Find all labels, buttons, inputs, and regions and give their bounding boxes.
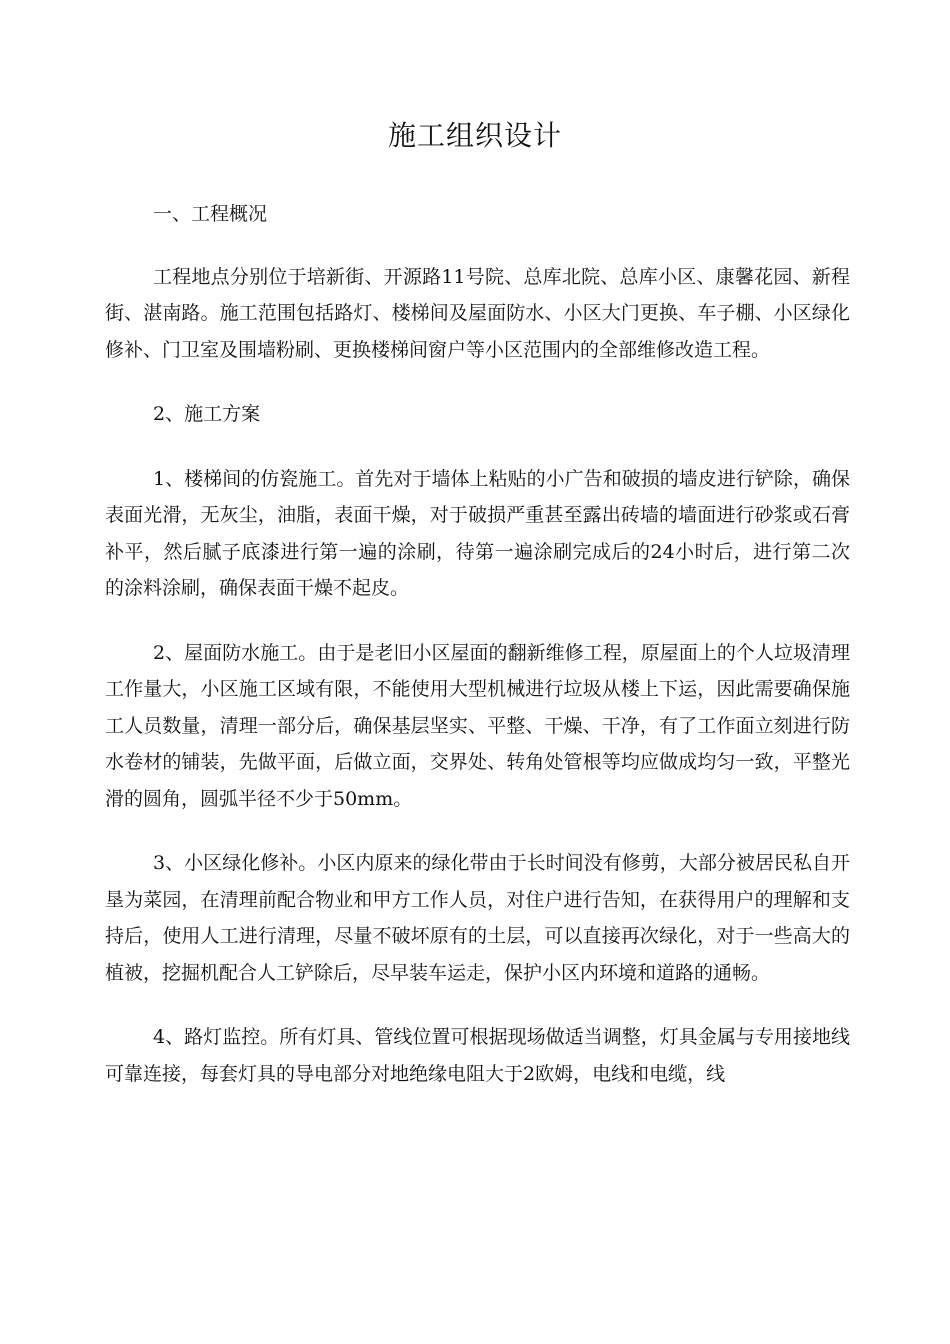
document-title: 施工组织设计 — [387, 119, 562, 152]
paragraph-greening: 3、小区绿化修补。小区内原来的绿化带由于长时间没有修剪，大部分被居民私自开垦为菜园，在清理前配合物业和甲方工作人员，对住户进行告知，在获得用户的理解和支持后，使用人工进行清理，尽量不破坏原有的土层，可以直接再次绿化，对于一些高大的植被，挖掘机配合人工铲除后，尽早装车运走，保护小区内环境和道路的通畅。 — [105, 852, 850, 984]
section-heading-overview: 一、工程概况 — [153, 203, 268, 225]
paragraph-overview: 工程地点分别位于培新街、开源路11号院、总库北院、总库小区、康馨花园、新程街、湛南路。施工范围包括路灯、楼梯间及屋面防水、小区大门更换、车子棚、小区绿化修补、门卫室及围墙粉刷、更换楼梯间窗户等小区范围内的全部维修改造工程。 — [105, 265, 850, 361]
document-body — [105, 196, 850, 1092]
paragraph-street-lights: 4、路灯监控。所有灯具、管线位置可根据现场做适当调整，灯具金属与专用接地线可靠连接，每套灯具的导电部分对地绝缘电阻大于2欧姆，电线和电缆，线 — [105, 1026, 850, 1085]
paragraph-stairwell: 1、楼梯间的仿瓷施工。首先对于墙体上粘贴的小广告和破损的墙皮进行铲除，确保表面光滑，无灰尘，油脂，表面干燥，对于破损严重甚至露出砖墙的墙面进行砂浆或石膏补平，然后腻子底漆进行第一遍的涂刷，待第一遍涂刷完成后的24小时后，进行第二次的涂料涂刷，确保表面干燥不起皮。 — [105, 467, 850, 599]
paragraph-roof-waterproofing: 2、屋面防水施工。由于是老旧小区屋面的翻新维修工程，原屋面上的个人垃圾清理工作量大，小区施工区域有限，不能使用大型机械进行垃圾从楼上下运，因此需要确保施工人员数量，清理一部分后，确保基层坚实、平整、干燥、干净，有了工作面立刻进行防水卷材的铺装，先做平面，后做立面，交界处、转角处管根等均应做成均匀一致，平整光滑的圆角，圆弧半径不少于50mm。 — [105, 641, 850, 810]
section-heading-plan: 2、施工方案 — [153, 403, 261, 425]
